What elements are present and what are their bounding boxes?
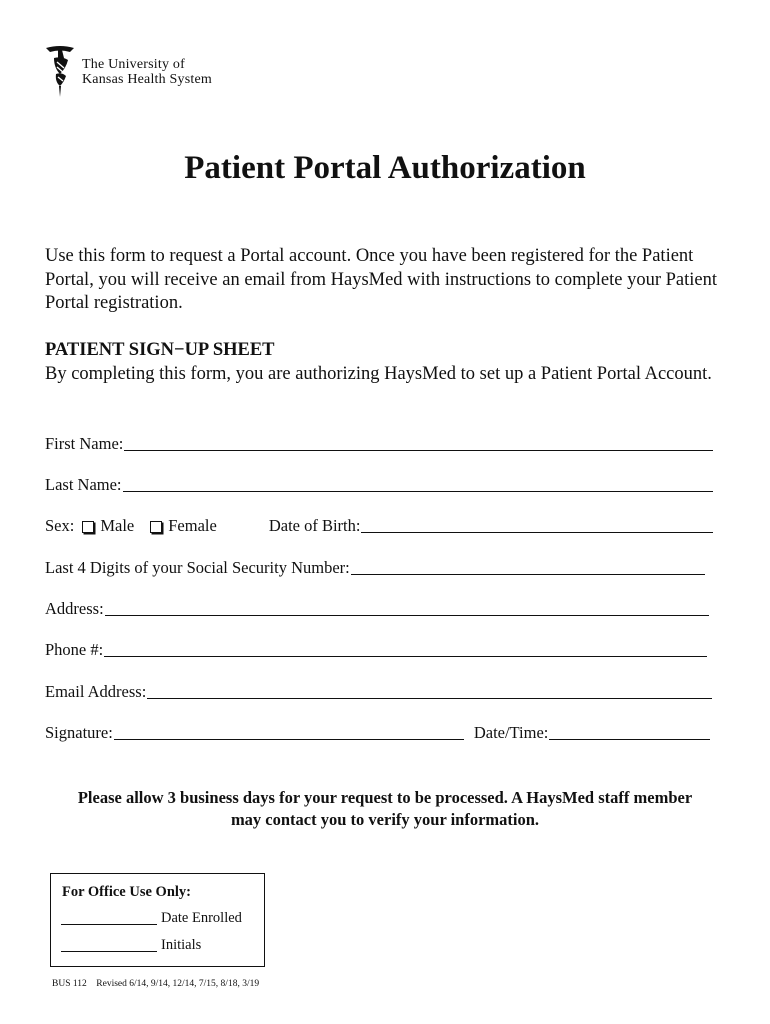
dob-field[interactable] bbox=[361, 515, 713, 533]
notice-line-1: Please allow 3 business days for your request to be processed. A HaysMed staff member bbox=[77, 788, 693, 807]
first-name-field[interactable] bbox=[124, 433, 713, 451]
sex-dob-row bbox=[45, 514, 713, 536]
section-heading: PATIENT SIGN−UP SHEET bbox=[45, 340, 275, 360]
date-enrolled-label: Date Enrolled bbox=[161, 910, 242, 926]
jayhawk-wheat-logo-icon bbox=[42, 44, 78, 98]
date-enrolled-row bbox=[61, 910, 242, 927]
datetime-label: Date/Time: bbox=[473, 723, 549, 742]
male-checkbox[interactable] bbox=[82, 521, 94, 533]
last-name-row bbox=[45, 473, 713, 495]
first-name-row bbox=[45, 432, 713, 454]
logo-text-line-1: The University of bbox=[82, 57, 185, 72]
address-field[interactable] bbox=[105, 598, 709, 616]
sex-label: Sex: bbox=[45, 516, 75, 535]
office-use-box bbox=[50, 873, 265, 967]
email-label: Email Address: bbox=[45, 682, 147, 701]
phone-label: Phone #: bbox=[45, 640, 104, 659]
first-name-label: First Name: bbox=[45, 434, 124, 453]
office-use-title: For Office Use Only: bbox=[62, 884, 191, 900]
email-row bbox=[45, 680, 712, 702]
last-name-label: Last Name: bbox=[45, 475, 122, 494]
notice-line-2: may contact you to verify your information. bbox=[230, 810, 540, 829]
signature-label: Signature: bbox=[45, 723, 113, 742]
male-label: Male bbox=[100, 516, 135, 535]
ssn-label: Last 4 Digits of your Social Security Number: bbox=[45, 558, 350, 577]
phone-field[interactable] bbox=[104, 639, 707, 657]
processing-notice bbox=[0, 787, 770, 831]
date-enrolled-field[interactable] bbox=[61, 910, 157, 925]
address-label: Address: bbox=[45, 599, 104, 618]
ssn-field[interactable] bbox=[351, 557, 705, 575]
intro-paragraph: Use this form to request a Portal account. Once you have been registered for the Patient Portal, you will receive an email from HaysMed with instructions to complete your Patient Portal registration. bbox=[45, 246, 718, 313]
last-name-field[interactable] bbox=[123, 474, 713, 492]
logo-text-line-2: Kansas Health System bbox=[82, 72, 212, 87]
initials-field[interactable] bbox=[61, 937, 157, 952]
signature-field[interactable] bbox=[114, 722, 464, 740]
female-label: Female bbox=[168, 516, 217, 535]
revision-dates: Revised 6/14, 9/14, 12/14, 7/15, 8/18, 3/19 bbox=[96, 979, 260, 989]
signature-row bbox=[45, 721, 710, 743]
address-row bbox=[45, 597, 709, 619]
initials-label: Initials bbox=[161, 937, 202, 953]
phone-row bbox=[45, 638, 707, 660]
datetime-field[interactable] bbox=[549, 722, 710, 740]
form-revision-footer bbox=[52, 979, 259, 989]
organization-logo bbox=[42, 44, 282, 100]
ssn-row bbox=[45, 556, 705, 578]
dob-label: Date of Birth: bbox=[268, 516, 361, 535]
initials-row bbox=[61, 937, 201, 954]
email-field[interactable] bbox=[147, 681, 712, 699]
page-title: Patient Portal Authorization bbox=[184, 150, 586, 186]
form-code: BUS 112 bbox=[52, 979, 87, 989]
section-description: By completing this form, you are authorizing HaysMed to set up a Patient Portal Account. bbox=[45, 364, 712, 384]
female-checkbox[interactable] bbox=[150, 521, 162, 533]
